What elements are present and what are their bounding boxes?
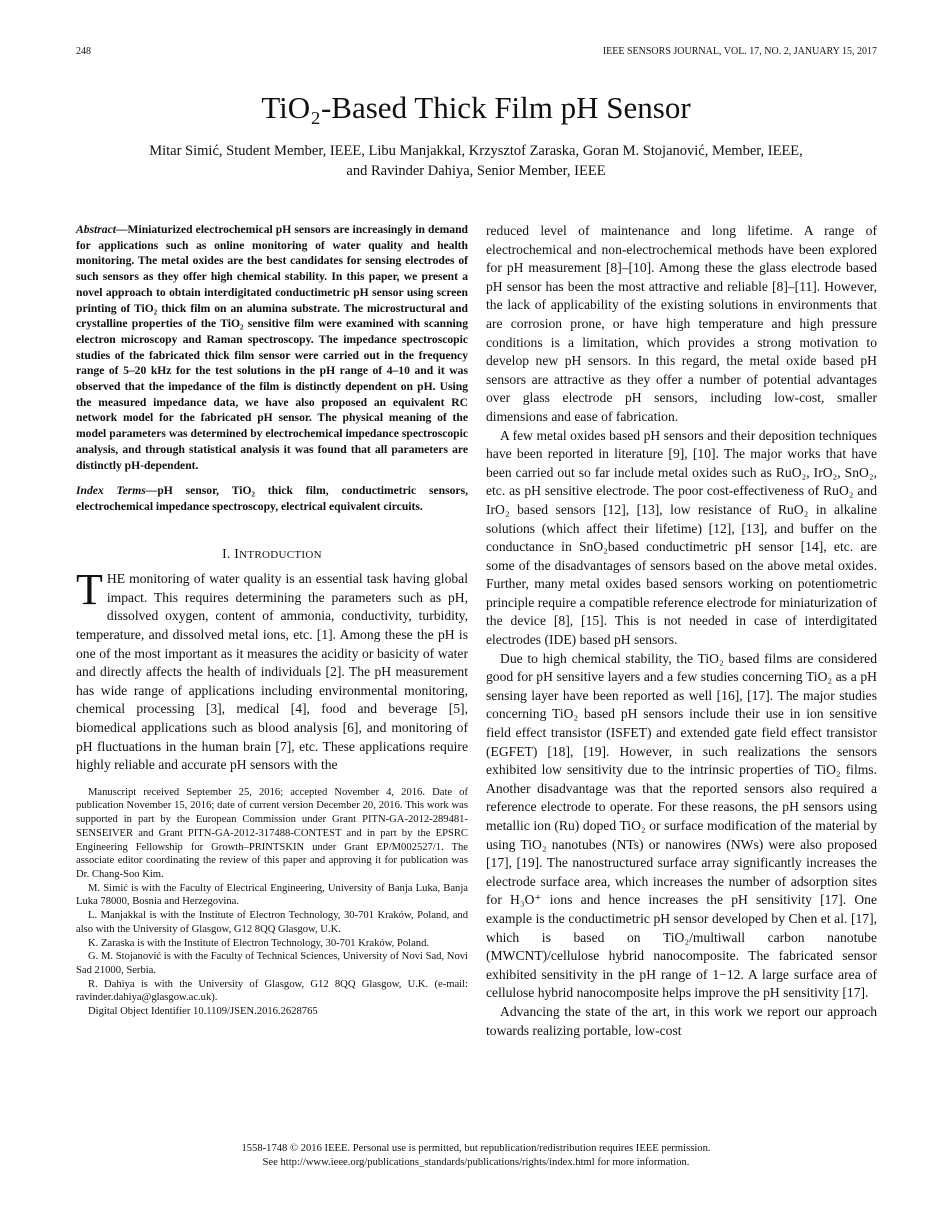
copyright-notice — [0, 1142, 952, 1170]
footnote: M. Simić is with the Faculty of Electrical Engineering, University of Banja Luka, Banja Luka 78000, Bosnia and Herzegovina. — [76, 882, 468, 908]
footnote: R. Dahiya is with the University of Glasgow, G12 8QQ Glasgow, U.K. (e-mail: ravinder.dahiya@glasgow.ac.uk). — [76, 978, 468, 1004]
footnote: L. Manjakkal is with the Institute of Electron Technology, 30-701 Kraków, Poland, and also with the University of Glasgow, G12 8QQ Glasgow, U.K. — [76, 910, 468, 935]
drop-cap: T — [76, 565, 103, 615]
intro-paragraph — [76, 565, 468, 775]
footnote: Manuscript received September 25, 2016; accepted November 4, 2016. Date of publication November 15, 2016; date of current version December 20, 2016. This work was supported in part by the European Commission under Grant PITN-GA-2012-289481-SENSEIVER and Grant PITN-GA-2012-317488-CONTEST and in part by the EPSRC Engineering Fellowship for Growth–PRINTSKIN under Grant EP/M002527/1. The associate editor coordinating the review of this paper and approving it for publication was Dr. Chang-Soo Kim. — [76, 786, 468, 880]
body-paragraph: Due to high chemical stability, the TiO₂ based films are considered good for pH sensitive layers and a few studies concerning TiO₂ as a pH sensing layer have been reported as well [16], [17]. The major studies concerning TiO₂ based pH sensors include their use in ion sensitive field effect transistor (ISFET) and extended gate field effect transistor (EGFET) [18], [19]. However, in such realizations the sensors exhibited low sensitivity due to the intrinsic properties of TiO₂ films. Another disadvantage was that the reported sensors also required a reference electrode to operate. For these reasons, the pH sensors using metallic ion (Ru) doped TiO₂ or surface modification of the material by using TiO₂ nanotubes (NTs) or nanowires (NWs) were also proposed [17], [19]. The nanostructured surface array significantly increases the electrode surface area, which increases the number of adsorption sites for H₃O⁺ ions and hence increases the pH sensitivity [17]. One example is the conductimetric pH sensor developed by Chen et al. [17], which is based on TiO₂/multiwall carbon nanotube (MWCNT)/cellulose hybrid nanocomposite. The fabricated sensor exhibited sensitivity in the pH range of 1−12. A large surface area of cellulose hybrid nanocomposite helps improve the pH sensitivity [17]. — [486, 650, 877, 1001]
index-terms-text: pH sensor, TiO₂ thick film, conductimetric sensors, electrochemical impedance spectroscopy, electrical equivalent circuits. — [76, 484, 468, 513]
copyright-line-2: See http://www.ieee.org/publications_standards/publications/rights/index.html for more information. — [262, 1157, 690, 1168]
authors-line-2: and Ravinder Dahiya, Senior Member, IEEE — [346, 163, 606, 179]
footnote: K. Zaraska is with the Institute of Electron Technology, 30-701 Kraków, Poland. — [88, 937, 430, 949]
journal-header: IEEE SENSORS JOURNAL, VOL. 17, NO. 2, JANUARY 15, 2017 — [602, 46, 877, 57]
authors-line-1: Mitar Simić, Student Member, IEEE, Libu Manjakkal, Krzysztof Zaraska, Goran M. Stojanović, Member, IEEE, — [149, 143, 803, 159]
section-rest: NTRODUCTION — [239, 548, 322, 561]
footnotes — [76, 785, 468, 1019]
index-terms-lead: Index Terms— — [76, 484, 158, 498]
abstract-text: Miniaturized electrochemical pH sensors are increasingly in demand for applications such as online monitoring of water quality and health monitoring. The metal oxides are the best candidates for sensing electrodes of such sensors as they offer high chemical stability. In this paper, we present a novel approach to obtain interdigitated conductimetric pH sensor using screen printing of TiO₂ thick film on an alumina substrate. The microstructural and crystalline properties of the TiO₂ sensitive film were examined with scanning electron microscopy and Raman spectroscopy. The impedance spectroscopic studies of the fabricated thick film sensor were carried out in the frequency range of 5–20 kHz for the test solutions in the pH range of 4–10 and it was observed that the impedance of the film is distinctly dependent on pH. Using the measured impedance data, we have also proposed an equivalent RC network model for the fabricated pH sensor. The physical meaning of the model parameters was determined by electrochemical impedance spectroscopic analysis, and through statistical analysis it was found that all parameters are distinctly pH-dependent. — [76, 223, 468, 472]
left-column — [76, 222, 468, 1019]
body-paragraph: A few metal oxides based pH sensors and their deposition techniques have been reported in literature [9], [10]. The major works that have been carried out so far include metal oxides such as RuO₂, IrO₂, SnO₂, etc. as pH sensitive electrode. The poor cost-effectiveness of RuO₂ and IrO₂ based sensors [12], [13], low resistance of RuO₂ in alkaline solutions (which affect their lifetime) [12], [13], and buffer on the conductance in SnO₂based conductimetric pH sensor [14], etc. are some of the disadvantages of sensors based on the above metal oxides. Further, many metal oxides based sensors working on potentiometric principle require a compatible reference electrode for miniaturization of the device [8], [15]. This is not needed in case of interdigitated electrodes (IDE) based pH sensors. — [486, 427, 877, 648]
index-terms — [76, 483, 468, 514]
abstract-lead: Abstract— — [76, 223, 128, 236]
body-paragraph: reduced level of maintenance and long lifetime. A range of electrochemical and non-electrochemical methods have been explored for pH measurement [8]–[10]. Among these the glass electrode based pH sensor has been the most attractive and reliable [8]–[11]. However, the lack of applicability of the existing solutions in environments that are corrosion prone, or have high temperature and high pressure conditions is a limitation, which provides a strong motivation to develop new pH sensors. In this regard, the metal oxide based pH sensors are attractive as they offer a number of potential advantages over glass electrode pH sensors, including low-cost, smaller dimensions and ease of fabrication. — [486, 223, 877, 424]
paper-title: TiO₂-Based Thick Film pH Sensor — [261, 90, 691, 125]
abstract — [76, 222, 468, 473]
copyright-line-1: 1558-1748 © 2016 IEEE. Personal use is permitted, but republication/redistribution requires IEEE permission. — [241, 1143, 711, 1154]
right-column — [486, 222, 877, 1040]
intro-text: HE monitoring of water quality is an essential task having global impact. This requires determining the parameters such as pH, dissolved oxygen, content of ammonia, conductivity, turbidity, temperature, and dissolved metal ions, etc. [1]. Among these the pH is one of the most important as it measures the acidity or basicity of water and directly affects the health of individuals [2]. The pH measurement has wide range of applications including environmental monitoring, chemical processing [3], medical [4], food and beverage [5], biomedical applications such as blood analysis [6], and monitoring of pH fluctuations in the human brain [7], etc. These applications require highly reliable and accurate pH sensors with the — [76, 571, 468, 773]
page-number: 248 — [76, 46, 91, 57]
section-number: I. — [222, 545, 235, 561]
section-initial: I — [234, 545, 240, 561]
footnote: G. M. Stojanović is with the Faculty of Technical Sciences, University of Novi Sad, Novi Sad 21000, Serbia. — [76, 951, 468, 976]
section-heading-introduction — [76, 545, 468, 565]
body-paragraph: Advancing the state of the art, in this work we report our approach towards realizing portable, low-cost — [486, 1003, 877, 1038]
footnote-doi: Digital Object Identifier 10.1109/JSEN.2016.2628765 — [88, 1006, 318, 1018]
